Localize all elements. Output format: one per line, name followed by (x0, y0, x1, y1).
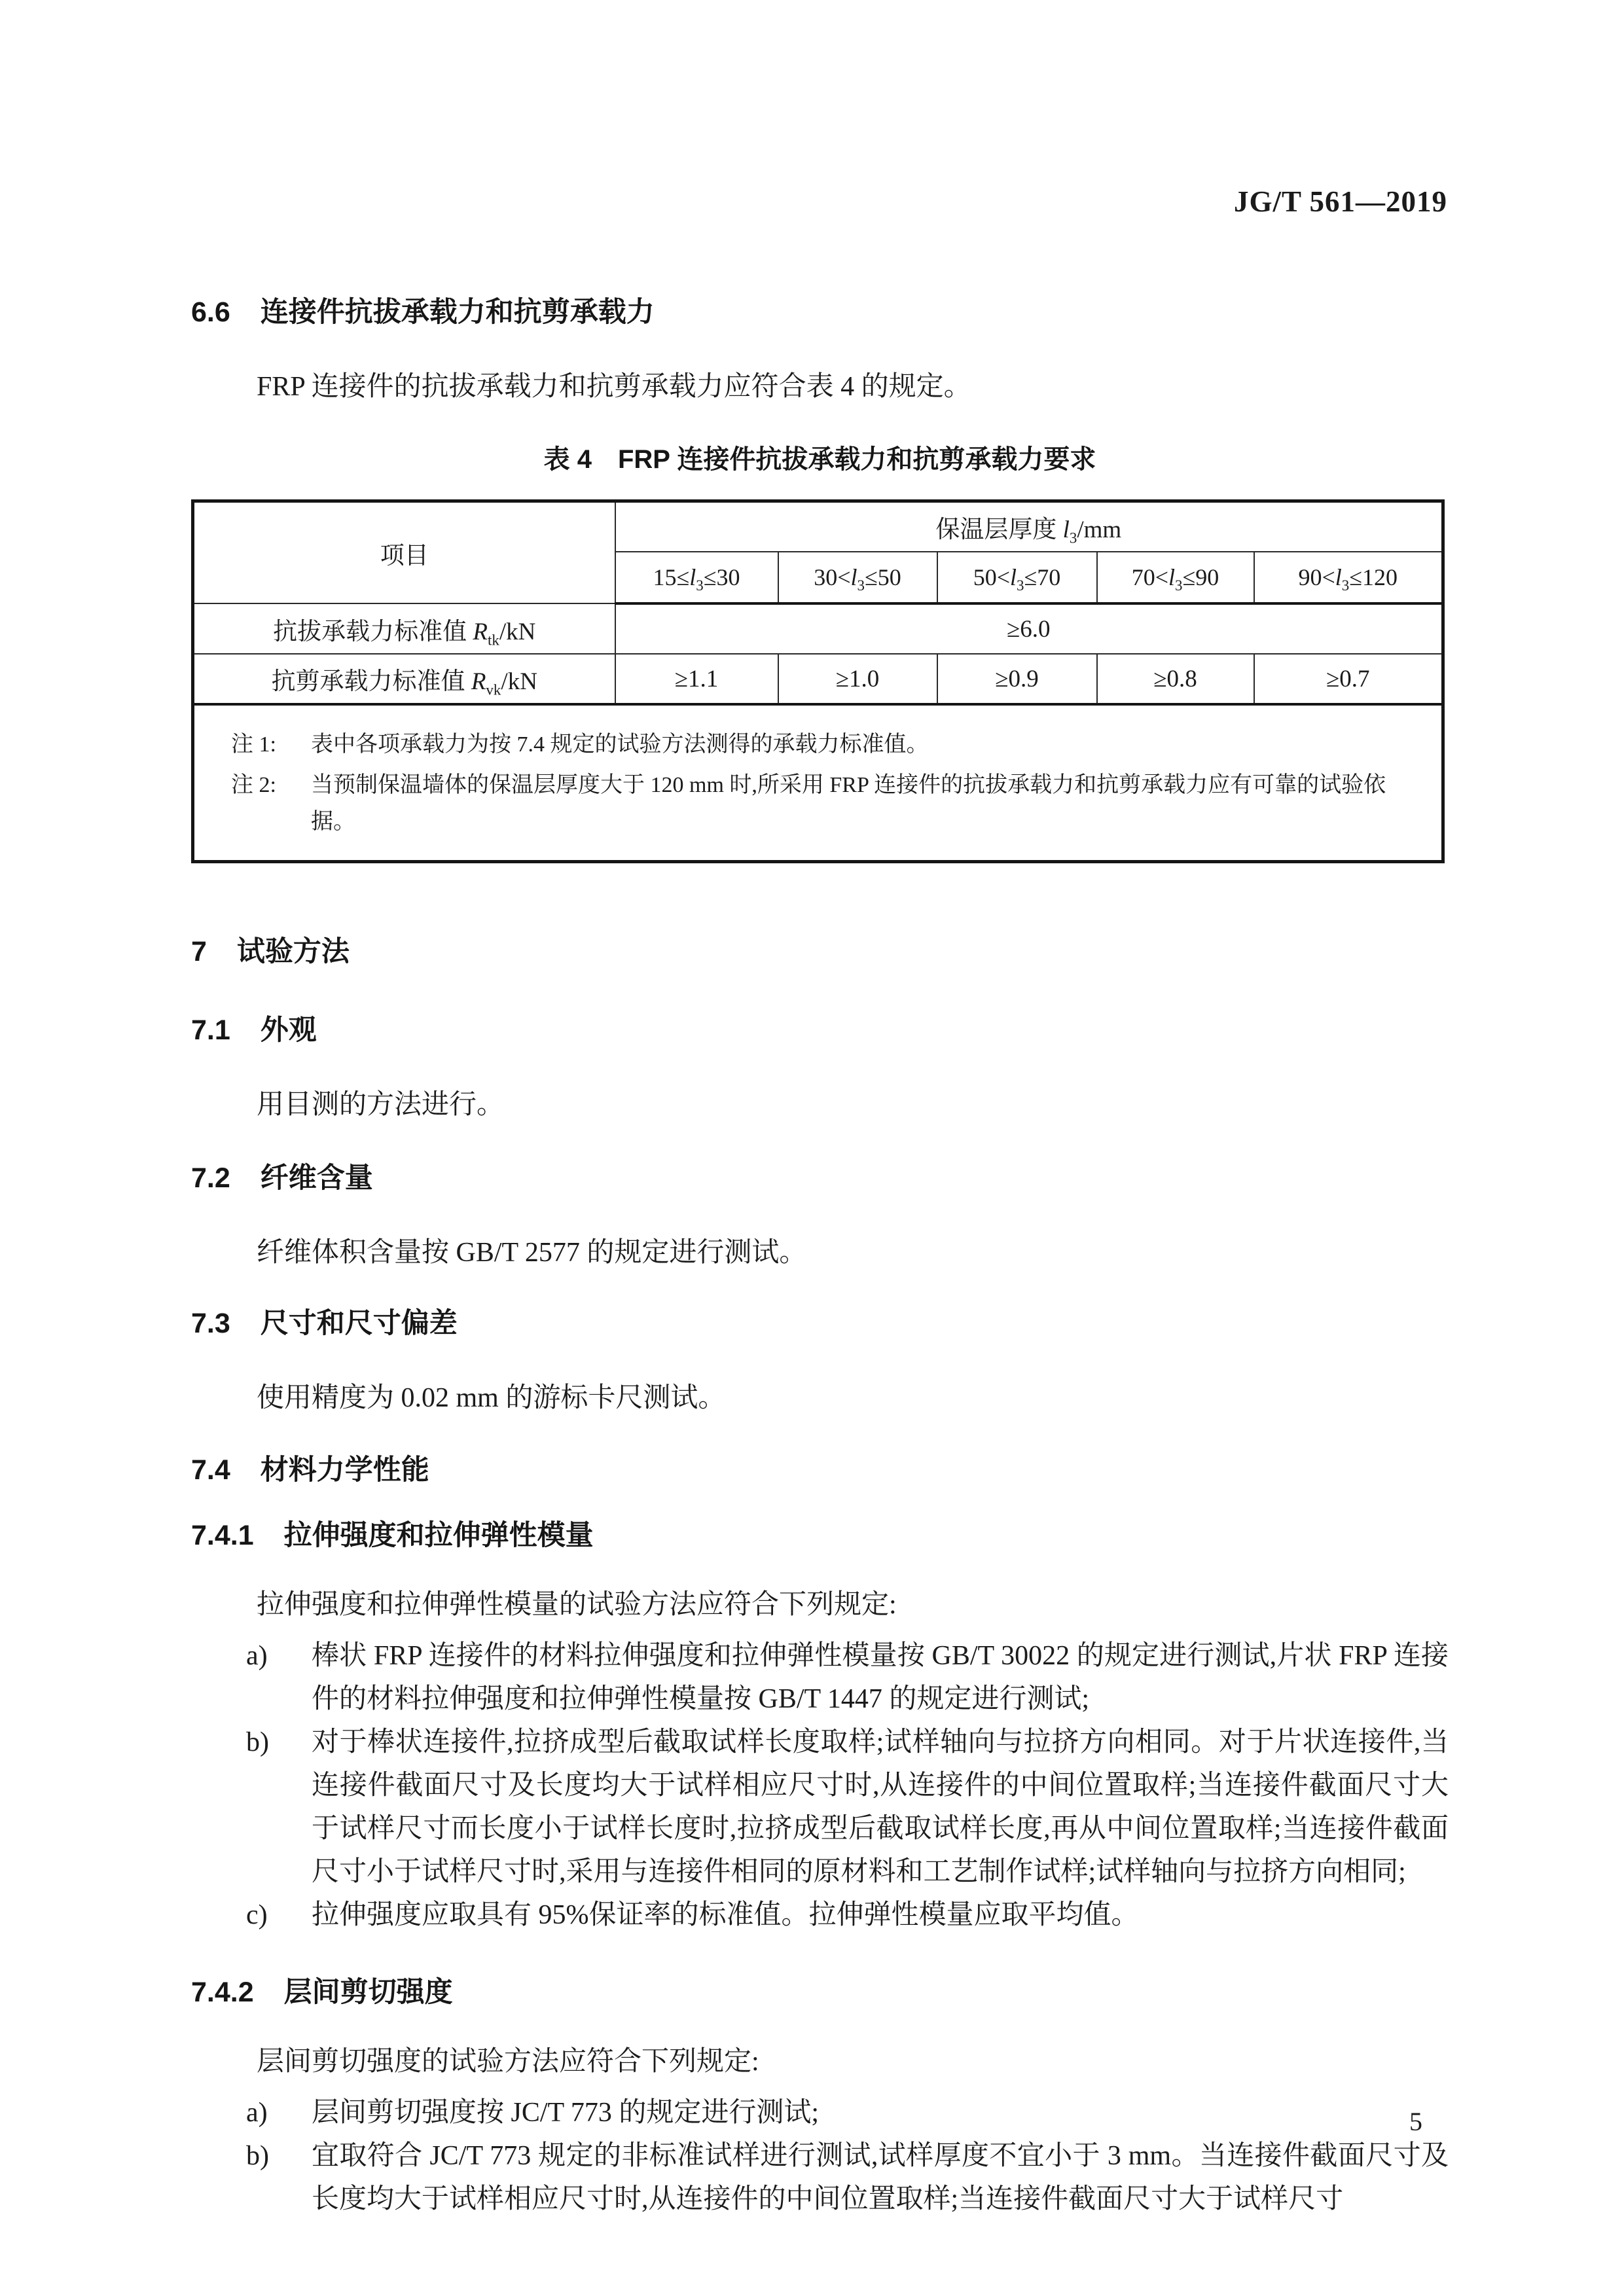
range-subscript: 3 (696, 577, 704, 594)
table4-caption-label: 表 4 (543, 445, 592, 474)
section-title: 外观 (260, 1014, 317, 1046)
table4-note-2 (231, 767, 1415, 840)
range-subscript: 3 (1175, 577, 1183, 594)
section-title: 试验方法 (236, 936, 350, 967)
range-symbol: l (1168, 564, 1176, 590)
page-content (0, 295, 1624, 2221)
row-label-unit: /kN (501, 668, 537, 695)
row-label-subscript: vk (486, 681, 501, 698)
table4-row-shear (193, 654, 1443, 704)
note-label: 注 2: (231, 773, 276, 797)
section-7-1-paragraph: 用目测的方法进行。 (257, 1090, 505, 1120)
section-number: 7.3 (191, 1308, 230, 1339)
section-title: 连接件抗拔承载力和抗剪承载力 (260, 296, 655, 328)
row-pullout-label (193, 603, 615, 654)
list-marker: a) (246, 1641, 268, 1671)
list-marker: a) (246, 2098, 268, 2128)
section-7-2-heading (191, 1160, 1449, 1196)
table4-header-row-1 (193, 501, 1443, 552)
section-7-2-paragraph: 纤维体积含量按 GB/T 2577 的规定进行测试。 (257, 1238, 807, 1268)
standard-number-header (0, 0, 1624, 219)
range-text: 50< (973, 564, 1011, 590)
row-label-subscript: tk (487, 631, 499, 648)
section-7-4-2-heading (191, 1975, 1449, 2010)
section-7-heading (191, 934, 1449, 969)
table4-notes-row (193, 704, 1443, 862)
note-label: 注 1: (231, 732, 276, 757)
section-title: 材料力学性能 (260, 1454, 429, 1486)
row-shear-value-3: ≥0.9 (937, 654, 1097, 704)
list-marker: b) (246, 1727, 269, 1757)
table4-caption-title: FRP 连接件抗拔承载力和抗剪承载力要求 (617, 445, 1096, 474)
row-shear-value-1: ≥1.1 (615, 654, 778, 704)
row-label-text: 抗拔承载力标准值 (273, 618, 473, 645)
range-text: 30< (814, 564, 851, 590)
group-header-symbol: l (1062, 516, 1070, 543)
row-label-unit: /kN (499, 618, 536, 645)
row-shear-value-5: ≥0.7 (1254, 654, 1443, 704)
row-shear-label (193, 654, 615, 704)
range-text: ≤120 (1349, 564, 1398, 590)
section-6-6-paragraph: FRP 连接件的抗拔承载力和抗剪承载力应符合表 4 的规定。 (257, 372, 971, 402)
list-item-a (191, 1634, 1449, 1721)
standard-number: JG/T 561—2019 (1234, 185, 1447, 218)
list-text: 对于棒状连接件,拉挤成型后截取试样长度取样;试样轴向与拉挤方向相同。对于片状连接件,当连接件截面尺寸及长度均大于试样相应尺寸时,从连接件的中间位置取样;当连接件截面尺寸大于试样尺寸而长度小于试样长度时,拉挤成型后截取试样长度,再从中间位置取样;当连接件截面尺寸小于试样尺寸时,采用与连接件相同的原材料和工艺制作试样;试样轴向与拉挤方向相同; (312, 1727, 1449, 1887)
range-symbol: l (850, 564, 857, 590)
section-7-4-1-list (191, 1634, 1449, 1937)
section-7-1-heading (191, 1013, 1449, 1048)
range-symbol: l (1335, 564, 1342, 590)
range-text: 90< (1298, 564, 1335, 590)
section-title: 层间剪切强度 (283, 1977, 453, 2008)
list-text: 拉伸强度应取具有 95%保证率的标准值。拉伸弹性模量应取平均值。 (312, 1900, 1139, 1930)
list-item-c (191, 1893, 1449, 1937)
section-7-4-heading (191, 1452, 1449, 1488)
row-label-symbol: R (471, 668, 486, 695)
range-subscript: 3 (1017, 577, 1024, 594)
page-number: 5 (1409, 2107, 1422, 2136)
section-number: 7.4 (191, 1454, 230, 1486)
section-7-4-2-list (191, 2091, 1449, 2221)
section-7-3-paragraph: 使用精度为 0.02 mm 的游标卡尺测试。 (257, 1383, 726, 1413)
range-text: 70< (1131, 564, 1169, 590)
range-text: 15≤ (653, 564, 690, 590)
list-text: 棒状 FRP 连接件的材料拉伸强度和拉伸弹性模量按 GB/T 30022 的规定进行测试,片状 FRP 连接件的材料拉伸强度和拉伸弹性模量按 GB/T 1447 的规定进行测试; (312, 1641, 1449, 1714)
group-header-text: 保温层厚度 (935, 516, 1063, 543)
row-shear-value-2: ≥1.0 (778, 654, 937, 704)
col-item-label: 项目 (380, 542, 429, 569)
table4-col-item-header (193, 501, 615, 604)
range-header-3 (937, 552, 1097, 603)
range-text: ≤30 (703, 564, 740, 590)
section-number: 7 (191, 936, 207, 967)
range-header-2 (778, 552, 937, 603)
list-item-b (191, 1721, 1449, 1893)
row-shear-value-4: ≥0.8 (1097, 654, 1254, 704)
list-text: 宜取符合 JC/T 773 规定的非标准试样进行测试,试样厚度不宜小于 3 mm。当连接件截面尺寸及长度均大于试样相应尺寸时,从连接件的中间位置取样;当连接件截面尺寸大于试样尺寸 (312, 2141, 1449, 2214)
section-number: 7.1 (191, 1014, 230, 1046)
table4-notes (193, 704, 1443, 862)
list-item-b (191, 2134, 1449, 2221)
table-4 (191, 499, 1445, 863)
range-header-5 (1254, 552, 1443, 603)
table4-row-pullout (193, 603, 1443, 654)
section-number: 6.6 (191, 296, 230, 328)
section-number: 7.4.1 (191, 1520, 254, 1551)
section-6-6-heading (191, 295, 1449, 330)
range-subscript: 3 (1341, 577, 1350, 594)
table4-caption (191, 439, 1449, 476)
range-text: ≤70 (1024, 564, 1061, 590)
section-7-3-heading (191, 1306, 1449, 1341)
section-7-4-1-heading (191, 1518, 1449, 1553)
section-title: 拉伸强度和拉伸弹性模量 (283, 1520, 594, 1551)
row-pullout-value: ≥6.0 (615, 603, 1443, 654)
range-symbol: l (1010, 564, 1017, 590)
section-number: 7.4.2 (191, 1977, 254, 2008)
range-subscript: 3 (857, 577, 865, 594)
note-text: 当预制保温墙体的保温层厚度大于 120 mm 时,所采用 FRP 连接件的抗拔承载力和抗剪承载力应有可靠的试验依据。 (311, 773, 1386, 834)
table4-col-group-header (615, 501, 1443, 552)
section-title: 纤维含量 (260, 1162, 373, 1194)
group-header-subscript: 3 (1069, 529, 1077, 547)
row-label-symbol: R (473, 618, 488, 645)
list-marker: b) (246, 2141, 269, 2171)
note-text: 表中各项承载力为按 7.4 规定的试验方法测得的承载力标准值。 (311, 732, 929, 757)
row-label-text: 抗剪承载力标准值 (271, 668, 471, 695)
section-7-4-1-intro: 拉伸强度和拉伸弹性模量的试验方法应符合下列规定: (257, 1590, 897, 1620)
table4-note-1 (231, 726, 1415, 763)
list-text: 层间剪切强度按 JC/T 773 的规定进行测试; (312, 2098, 820, 2128)
section-title: 尺寸和尺寸偏差 (260, 1308, 458, 1339)
range-header-1 (615, 552, 778, 603)
section-number: 7.2 (191, 1162, 230, 1194)
list-marker: c) (246, 1900, 268, 1930)
range-symbol: l (689, 564, 696, 590)
range-text: ≤50 (865, 564, 901, 590)
section-7-4-2-intro: 层间剪切强度的试验方法应符合下列规定: (257, 2047, 759, 2077)
group-header-unit: /mm (1077, 516, 1122, 543)
list-item-a (191, 2091, 1449, 2134)
range-text: ≤90 (1182, 564, 1219, 590)
range-header-4 (1097, 552, 1254, 603)
